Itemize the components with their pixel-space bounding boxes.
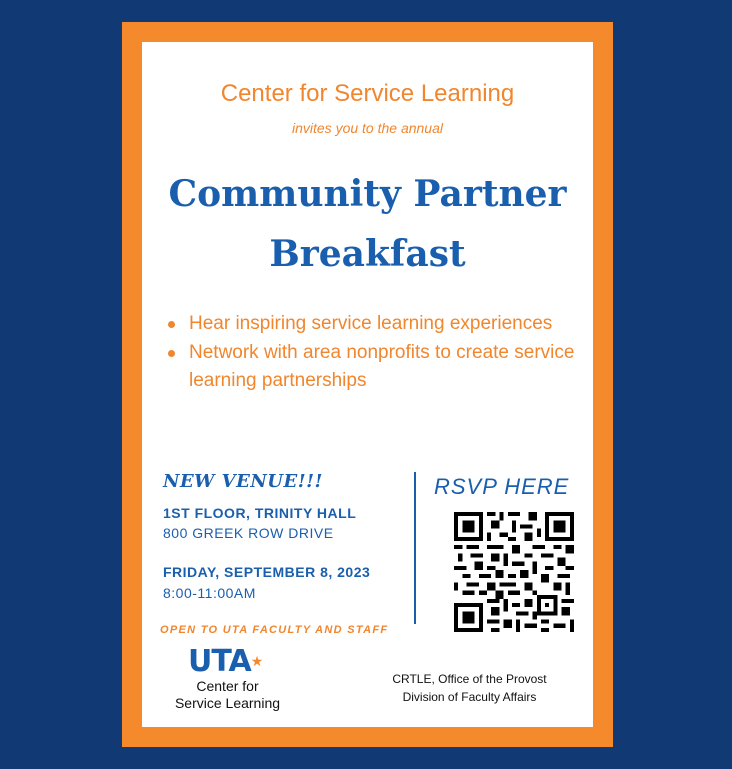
- credit-line-2: Division of Faculty Affairs: [402, 690, 537, 704]
- logo-line-2: Service Learning: [174, 695, 281, 711]
- org-name: Center for Service Learning: [220, 80, 515, 107]
- logo-mark: UTA: [188, 644, 251, 679]
- credit-block: [367, 670, 572, 706]
- highlights-list: [160, 310, 580, 396]
- event-title-line-1: Community Partner: [168, 173, 567, 215]
- venue-address: 800 GREEK ROW DRIVE: [163, 525, 334, 541]
- list-item: Network with area nonprofits to create service learning partnerships: [160, 339, 580, 395]
- event-time: 8:00-11:00AM: [163, 585, 256, 601]
- event-title-line-2: Breakfast: [269, 233, 466, 275]
- bullet-dot-icon: [168, 350, 175, 357]
- rsvp-heading: RSVP HERE: [434, 474, 570, 499]
- vertical-divider: [414, 472, 416, 624]
- event-date: FRIDAY, SEPTEMBER 8, 2023: [163, 564, 371, 580]
- uta-logo: [170, 646, 300, 712]
- event-title: [142, 164, 593, 284]
- credit-line-1: CRTLE, Office of the Provost: [392, 672, 547, 686]
- qr-code-icon[interactable]: [454, 512, 574, 632]
- audience-note: OPEN TO UTA FACULTY AND STAFF: [160, 624, 389, 636]
- bullet-dot-icon: [168, 321, 175, 328]
- venue-heading: NEW VENUE!!!: [163, 471, 323, 492]
- star-icon: ★: [250, 654, 263, 670]
- flyer-card: [142, 42, 593, 727]
- venue-location: 1ST FLOOR, TRINITY HALL: [163, 505, 357, 521]
- list-item: Hear inspiring service learning experiences: [160, 310, 580, 338]
- logo-line-1: Center for: [196, 678, 259, 694]
- invite-text: invites you to the annual: [292, 120, 443, 136]
